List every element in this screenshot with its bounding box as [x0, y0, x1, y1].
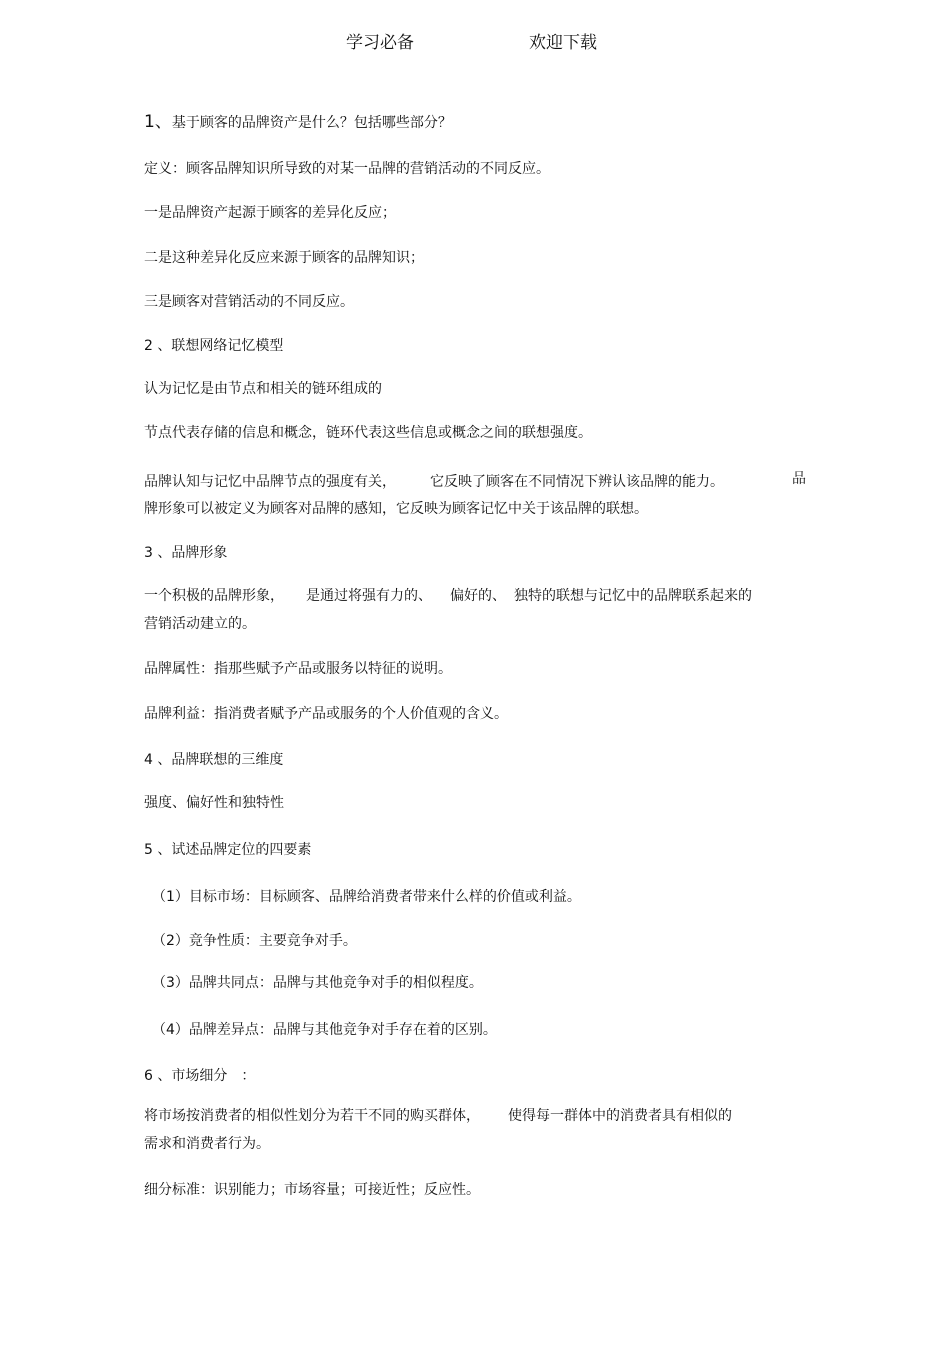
q2-paragraph-3-part-b: 它反映了顾客在不同情况下辨认该品牌的能力。	[430, 474, 724, 490]
question-1-title	[144, 112, 452, 133]
q3-paragraph-4: 品牌利益：指消费者赋予产品或服务的个人价值观的含义。	[144, 706, 508, 722]
question-3-title: 3 、品牌形象	[144, 545, 228, 561]
q3-paragraph-2: 营销活动建立的。	[144, 616, 256, 632]
q5-item-4: （4）品牌差异点：品牌与其他竞争对手存在着的区别。	[152, 1022, 497, 1038]
q6-paragraph-3: 细分标准：识别能力；市场容量；可接近性；反应性。	[144, 1182, 480, 1198]
q3-paragraph-1-part-b: 是通过将强有力的、	[306, 588, 432, 604]
q6-paragraph-1-part-a: 将市场按消费者的相似性划分为若干不同的购买群体，	[144, 1108, 480, 1124]
q3-paragraph-1-part-c: 偏好的、	[450, 588, 506, 604]
q2-paragraph-3-part-c: 品	[792, 471, 806, 487]
q6-paragraph-1	[144, 1106, 732, 1126]
q2-paragraph-1: 认为记忆是由节点和相关的链环组成的	[144, 381, 382, 397]
question-1-text: 基于顾客的品牌资产是什么？包括哪些部分？	[171, 115, 452, 131]
q1-point-1: 一是品牌资产起源于顾客的差异化反应；	[144, 205, 396, 221]
q5-item-1: （1）目标市场：目标顾客、品牌给消费者带来什么样的价值或利益。	[152, 889, 581, 905]
q3-paragraph-1-part-d: 独特的联想与记忆中的品牌联系起来的	[514, 588, 752, 604]
q5-item-3: （3）品牌共同点：品牌与其他竞争对手的相似程度。	[152, 975, 483, 991]
question-6-title: 6 、市场细分 ：	[144, 1068, 256, 1084]
header-right-text: 欢迎下载	[529, 33, 597, 53]
question-4-title: 4 、品牌联想的三维度	[144, 752, 284, 768]
question-2-title: 2 、联想网络记忆模型	[144, 338, 284, 354]
q3-paragraph-1	[144, 586, 752, 606]
q1-point-3: 三是顾客对营销活动的不同反应。	[144, 294, 354, 310]
q1-definition: 定义：顾客品牌知识所导致的对某一品牌的营销活动的不同反应。	[144, 161, 550, 177]
q4-paragraph-1: 强度、偏好性和独特性	[144, 795, 284, 811]
q2-paragraph-4: 牌形象可以被定义为顾客对品牌的感知，它反映为顾客记忆中关于该品牌的联想。	[144, 501, 648, 517]
q3-paragraph-3: 品牌属性：指那些赋予产品或服务以特征的说明。	[144, 661, 452, 677]
q6-paragraph-2: 需求和消费者行为。	[144, 1136, 270, 1152]
q2-paragraph-3-part-a: 品牌认知与记忆中品牌节点的强度有关，	[144, 474, 396, 490]
q5-item-2: （2）竞争性质：主要竞争对手。	[152, 933, 357, 949]
question-5-title: 5 、试述品牌定位的四要素	[144, 842, 312, 858]
q2-paragraph-2: 节点代表存储的信息和概念，链环代表这些信息或概念之间的联想强度。	[144, 425, 592, 441]
q6-paragraph-1-part-b: 使得每一群体中的消费者具有相似的	[508, 1108, 732, 1124]
header-left-text: 学习必备	[346, 33, 414, 53]
question-1-number: 1、	[144, 112, 172, 132]
q1-point-2: 二是这种差异化反应来源于顾客的品牌知识；	[144, 250, 424, 266]
q2-paragraph-3	[144, 472, 724, 492]
q3-paragraph-1-part-a: 一个积极的品牌形象，	[144, 588, 284, 604]
